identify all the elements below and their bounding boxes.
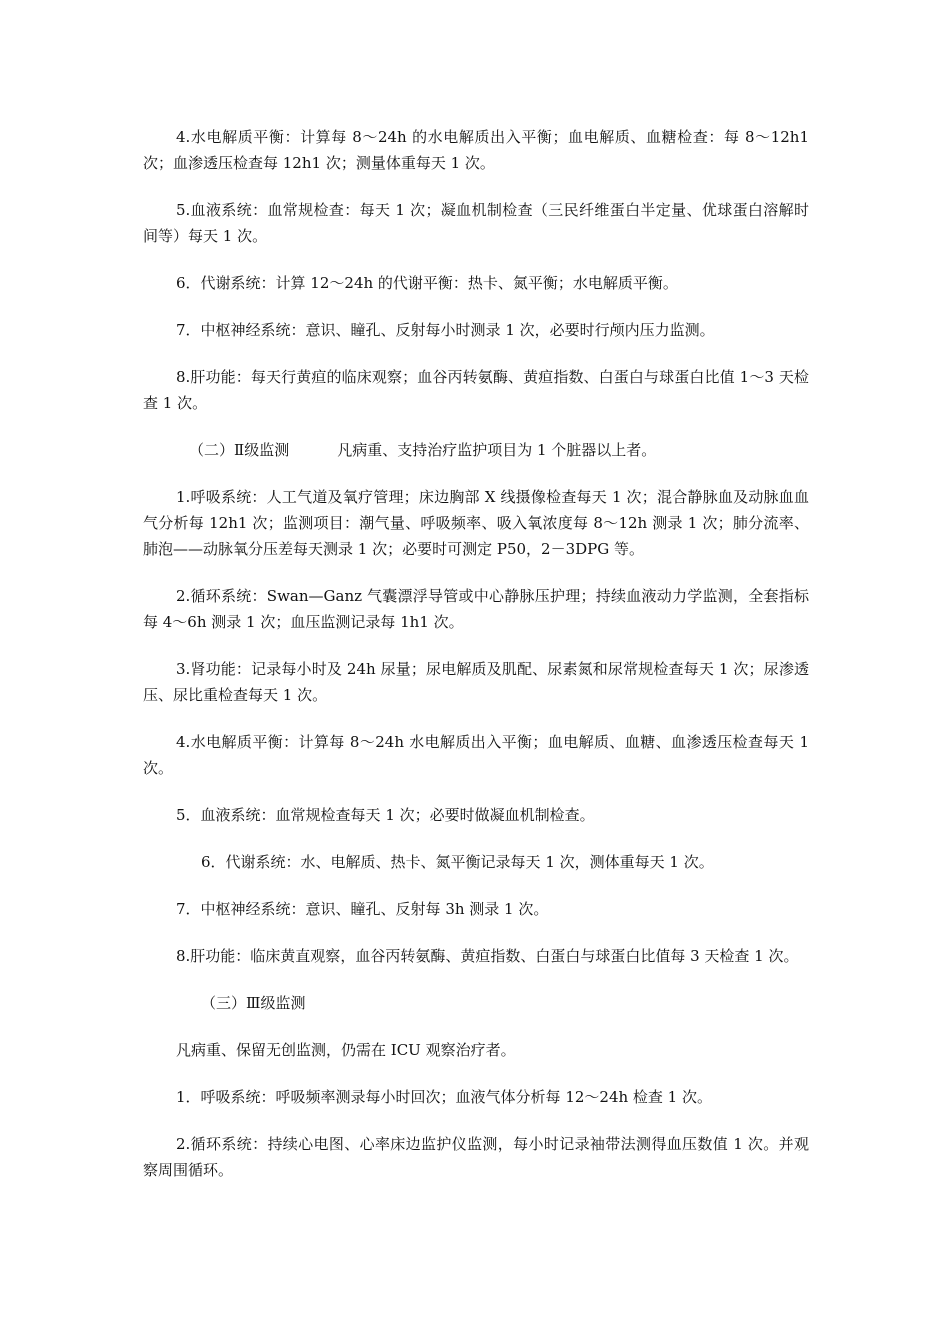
paragraph-level3-criteria: 凡病重、保留无创监测，仍需在 ICU 观察治疗者。 bbox=[176, 1041, 516, 1059]
paragraph-respiratory-level2: 1.呼吸系统：人工气道及氧疗管理；床边胸部 X 线摄像检查每天 1 次；混合静脉血及动脉血血气分析每 12h1 次；监测项目：潮气量、呼吸频率、吸入氧浓度每 8～12h 测录 1 次；肺分流率、肺泡——动脉氧分压差每天测录 1 次；必要时可测定 P50，2－3DPG 等。 bbox=[143, 488, 809, 558]
paragraph-liver-level1: 8.肝功能：每天行黄疸的临床观察；血谷丙转氨酶、黄疸指数、白蛋白与球蛋白比值 1～3 天检查 1 次。 bbox=[143, 368, 809, 412]
paragraph-metabolic-system-level1: 6．代谢系统：计算 12～24h 的代谢平衡：热卡、氮平衡；水电解质平衡。 bbox=[176, 274, 678, 292]
paragraph-metabolic-system-level2: 6．代谢系统：水、电解质、热卡、氮平衡记录每天 1 次，测体重每天 1 次。 bbox=[201, 853, 714, 871]
paragraph-circulatory-level2: 2.循环系统：Swan—Ganz 气囊漂浮导管或中心静脉压护理；持续血液动力学监测，全套指标每 4～6h 测录 1 次；血压监测记录每 1h1 次。 bbox=[143, 587, 809, 631]
paragraph-cns-level2: 7．中枢神经系统：意识、瞳孔、反射每 3h 测录 1 次。 bbox=[176, 900, 549, 918]
paragraph-circulatory-level3: 2.循环系统：持续心电图、心率床边监护仪监测，每小时记录袖带法测得血压数值 1 次。并观察周围循环。 bbox=[143, 1135, 809, 1179]
section-heading-level2-monitoring bbox=[143, 437, 809, 463]
section-label-level2: （二）Ⅱ级监测 bbox=[189, 441, 290, 459]
paragraph-respiratory-level3: 1．呼吸系统：呼吸频率测录每小时回次；血液气体分析每 12～24h 检查 1 次。 bbox=[176, 1088, 712, 1106]
paragraph-water-electrolyte-level2: 4.水电解质平衡：计算每 8～24h 水电解质出入平衡；血电解质、血糖、血渗透压检查每天 1 次。 bbox=[143, 733, 809, 777]
paragraph-cns-level1: 7．中枢神经系统：意识、瞳孔、反射每小时测录 1 次，必要时行颅内压力监测。 bbox=[176, 321, 715, 339]
paragraph-renal-level2: 3.肾功能：记录每小时及 24h 尿量；尿电解质及肌配、尿素氮和尿常规检查每天 1 次；尿渗透压、尿比重检查每天 1 次。 bbox=[143, 660, 809, 704]
paragraph-liver-level2: 8.肝功能：临床黄直观察，血谷丙转氨酶、黄疸指数、白蛋白与球蛋白比值每 3 天检查 1 次。 bbox=[176, 947, 799, 965]
document-body bbox=[143, 124, 809, 1204]
paragraph-water-electrolyte-level1: 4.水电解质平衡：计算每 8～24h 的水电解质出入平衡；血电解质、血糖检查：每 8～12h1 次；血渗透压检查每 12h1 次；测量体重每天 1 次。 bbox=[143, 128, 809, 172]
paragraph-blood-system-level2: 5．血液系统：血常规检查每天 1 次；必要时做凝血机制检查。 bbox=[176, 806, 595, 824]
section-heading-level3-monitoring: （三）Ⅲ级监测 bbox=[201, 994, 306, 1012]
section-desc-level2: 凡病重、支持治疗监护项目为 1 个脏器以上者。 bbox=[337, 441, 657, 459]
paragraph-blood-system-level1: 5.血液系统：血常规检查：每天 1 次；凝血机制检查（三民纤维蛋白半定量、优球蛋白溶解时间等）每天 1 次。 bbox=[143, 201, 809, 245]
